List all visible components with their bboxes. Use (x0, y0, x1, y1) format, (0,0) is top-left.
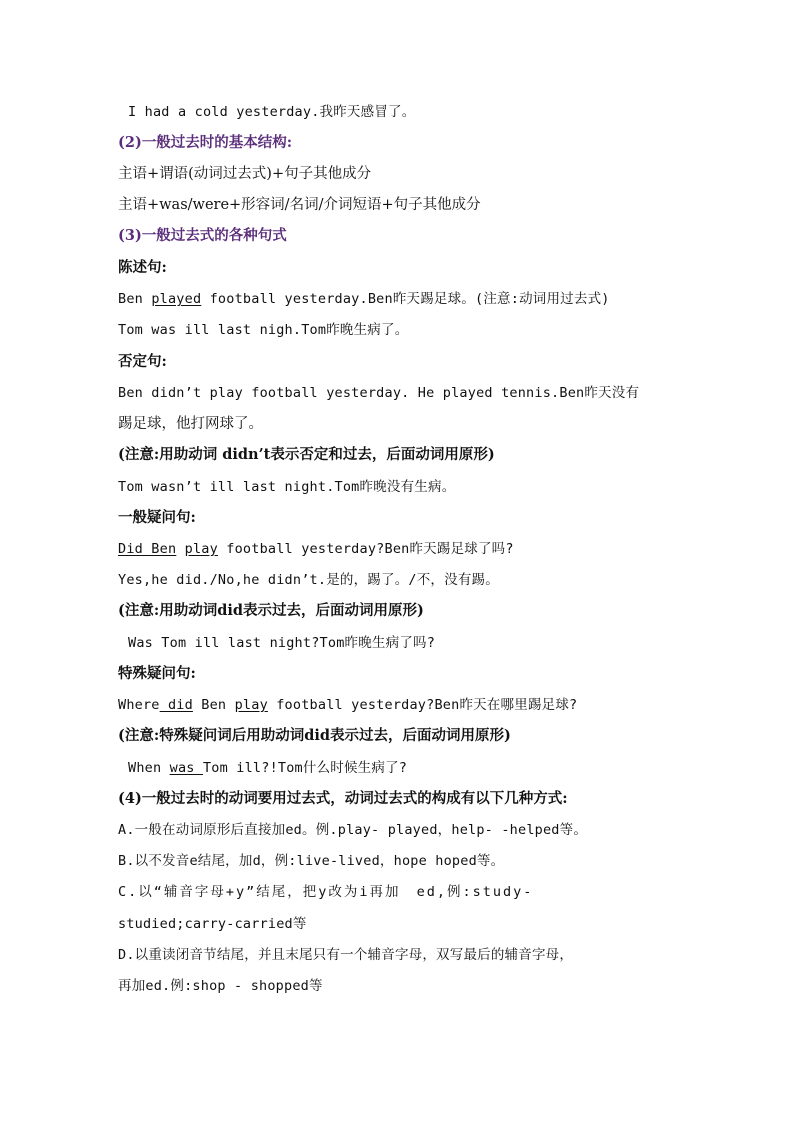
text-segment: Where (118, 697, 160, 713)
text-segment (176, 541, 184, 557)
example-tom-wasnt: Tom wasn’t ill last night.Tom昨晚没有生病。 (118, 479, 456, 495)
example-sentence-cold: I had a cold yesterday.我昨天感冒了。 (128, 104, 416, 120)
structure-line-be: 主语+was/were+形容词/名词/介词短语+句子其他成分 (118, 197, 481, 213)
text-segment: Ben (118, 291, 152, 307)
underlined-word: play (234, 697, 268, 713)
underlined-word: was (169, 760, 203, 776)
underlined-word: Did Ben (118, 541, 177, 557)
rule-a: A.一般在动词原形后直接加ed。例.play- played，help- -helped等。 (118, 822, 588, 838)
example-tom-ill: Tom was ill last nigh.Tom昨晚生病了。 (118, 322, 409, 338)
label-wh-question: 特殊疑问句: (118, 665, 196, 682)
example-ben-didnt: Ben didn’t play football yesterday. He played tennis.Ben昨天没有 (118, 385, 640, 401)
rule-d-cont: 再加ed.例:shop - shopped等 (118, 978, 323, 994)
label-declarative: 陈述句: (118, 259, 167, 276)
note-did: (注意:用助动词did表示过去，后面动词用原形) (118, 602, 424, 619)
underlined-word: play (184, 541, 218, 557)
text-segment: football yesterday.Ben昨天踢足球。(注意:动词用过去式) (201, 291, 610, 307)
text-segment: Tom ill?!Tom什么时候生病了? (202, 760, 408, 776)
underlined-word: played (151, 291, 202, 307)
text-segment: football yesterday?Ben昨天在哪里踢足球? (267, 697, 578, 713)
heading-basic-structure: (2)一般过去时的基本结构: (118, 134, 293, 151)
underlined-word: did (159, 697, 193, 713)
rule-b: B.以不发音e结尾，加d，例:live-lived，hope hoped等。 (118, 853, 505, 869)
example-yes-he-did: Yes,he did./No,he didn’t.是的，踢了。/不，没有踢。 (118, 572, 499, 588)
note-didnt: (注意:用助动词 didn’t表示否定和过去，后面动词用原形) (118, 446, 495, 463)
example-was-tom-ill: Was Tom ill last night?Tom昨晚生病了吗? (128, 635, 436, 651)
example-ben-played (118, 289, 610, 309)
example-did-ben-play (118, 539, 514, 559)
example-where-did-ben (118, 695, 577, 715)
example-when-was-tom (118, 758, 407, 778)
text-segment: When (128, 760, 170, 776)
label-negative: 否定句: (118, 353, 167, 370)
heading-sentence-types: (3)一般过去式的各种句式 (118, 227, 287, 244)
note-wh-did: (注意:特殊疑问词后用助动词did表示过去，后面动词用原形) (118, 727, 511, 744)
rule-d: D.以重读闭音节结尾，并且末尾只有一个辅音字母，双写最后的辅音字母， (118, 947, 574, 963)
text-segment: football yesterday?Ben昨天踢足球了吗? (217, 541, 514, 557)
heading-past-tense-forms: (4)一般过去时的动词要用过去式，动词过去式的构成有以下几种方式: (118, 790, 568, 807)
rule-c: C.以“辅音字母+y”结尾，把y改为i再加 ed,例:study- (118, 884, 534, 900)
text-segment: Ben (192, 697, 235, 713)
example-ben-didnt-cont: 踢足球，他打网球了。 (118, 416, 263, 432)
rule-c-cont: studied;carry-carried等 (118, 916, 307, 932)
label-yes-no-question: 一般疑问句: (118, 509, 196, 526)
structure-line-verb: 主语+谓语(动词过去式)+句子其他成分 (118, 166, 372, 182)
